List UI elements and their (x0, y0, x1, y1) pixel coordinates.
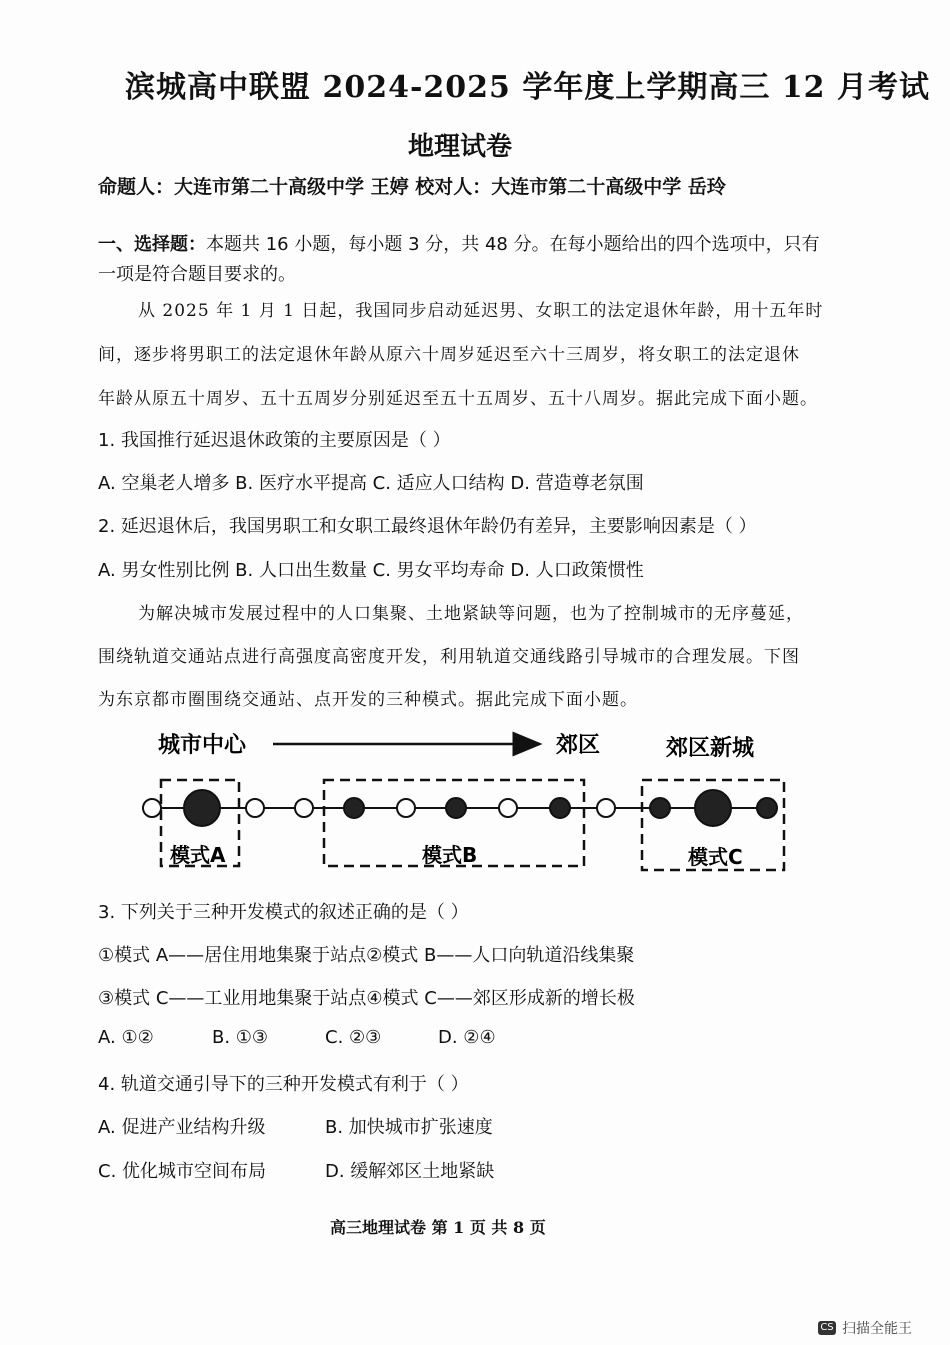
station-open (246, 799, 264, 817)
scanner-logo-icon: CS (818, 1321, 836, 1335)
exam-subtitle: 地理试卷 (408, 132, 513, 162)
q3-stem: 3. 下列关于三种开发模式的叙述正确的是（ ） (98, 902, 469, 923)
q4-stem: 4. 轨道交通引导下的三种开发模式有利于（ ） (98, 1074, 469, 1095)
station-developed (446, 798, 466, 818)
q4-option-c: C. 优化城市空间布局 (98, 1161, 267, 1182)
station-open (597, 799, 615, 817)
section-instructions-line1: 本题共 16 小题，每小题 3 分，共 48 分。在每小题给出的四个选项中，只有 (206, 234, 820, 255)
station-developed (650, 798, 670, 818)
scanner-watermark (818, 1318, 912, 1338)
q3-option-b: B. ①③ (212, 1027, 269, 1048)
passage1-line3: 年龄从原五十周岁、五十五周岁分别延迟至五十五周岁、五十八周岁。据此完成下面小题。 (98, 389, 818, 409)
section-instructions (98, 230, 820, 256)
transit-development-diagram (130, 722, 810, 882)
label-suburb: 郊区 (556, 733, 601, 758)
q3-option-a: A. ①② (98, 1027, 154, 1048)
q3-statements-line1: ①模式 A——居住用地集聚于站点②模式 B——人口向轨道沿线集聚 (98, 945, 635, 966)
scanner-mark-text: 扫描全能王 (842, 1321, 912, 1337)
q4-option-d: D. 缓解郊区土地紧缺 (325, 1161, 495, 1182)
station-open (295, 799, 313, 817)
q4-option-b: B. 加快城市扩张速度 (325, 1117, 493, 1138)
mode-a-label: 模式A (170, 843, 226, 867)
q4-option-a: A. 促进产业结构升级 (98, 1117, 266, 1138)
q2-options: A. 男女性别比例 B. 人口出生数量 C. 男女平均寿命 D. 人口政策惯性 (98, 560, 644, 581)
q3-statements-line2: ③模式 C——工业用地集聚于站点④模式 C——郊区形成新的增长极 (98, 988, 635, 1009)
q1-options: A. 空巢老人增多 B. 医疗水平提高 C. 适应人口结构 D. 营造尊老氛围 (98, 473, 644, 494)
q2-stem: 2. 延迟退休后，我国男职工和女职工最终退休年龄仍有差异，主要影响因素是（ ） (98, 516, 757, 537)
passage2-line3: 为东京都市圈围绕交通站、点开发的三种模式。据此完成下面小题。 (98, 690, 638, 710)
station-major (695, 790, 731, 826)
station-open (499, 799, 517, 817)
passage1-line1: 从 2025 年 1 月 1 日起，我国同步启动延迟男、女职工的法定退休年龄，用十五年时 (138, 301, 824, 321)
station-developed (550, 798, 570, 818)
section-heading: 一、选择题： (98, 234, 206, 255)
passage2-line2: 围绕轨道交通站点进行高强度高密度开发，利用轨道交通线路引导城市的合理发展。下图 (98, 647, 800, 667)
mode-c-label: 模式C (688, 845, 743, 869)
mode-b-label: 模式B (422, 843, 478, 867)
section-instructions-line2: 一项是符合题目要求的。 (98, 264, 296, 285)
station-open (397, 799, 415, 817)
label-suburban-new-town: 郊区新城 (666, 736, 755, 761)
station-major (184, 790, 220, 826)
exam-authors: 命题人：大连市第二十高级中学 王婷 校对人：大连市第二十高级中学 岳玲 (98, 176, 726, 198)
station-open (143, 799, 161, 817)
q1-stem: 1. 我国推行延迟退休政策的主要原因是（ ） (98, 430, 451, 451)
q3-option-c: C. ②③ (325, 1027, 382, 1048)
exam-title: 滨城高中联盟 2024-2025 学年度上学期高三 12 月考试 (125, 70, 930, 105)
station-developed (344, 798, 364, 818)
passage2-line1: 为解决城市发展过程中的人口集聚、土地紧缺等问题，也为了控制城市的无序蔓延， (138, 604, 804, 624)
station-developed (757, 798, 777, 818)
page-footer: 高三地理试卷 第 1 页 共 8 页 (330, 1218, 546, 1237)
q3-option-d: D. ②④ (438, 1027, 496, 1048)
label-city-center: 城市中心 (158, 733, 247, 758)
passage1-line2: 间，逐步将男职工的法定退休年龄从原六十周岁延迟至六十三周岁，将女职工的法定退休 (98, 345, 800, 365)
